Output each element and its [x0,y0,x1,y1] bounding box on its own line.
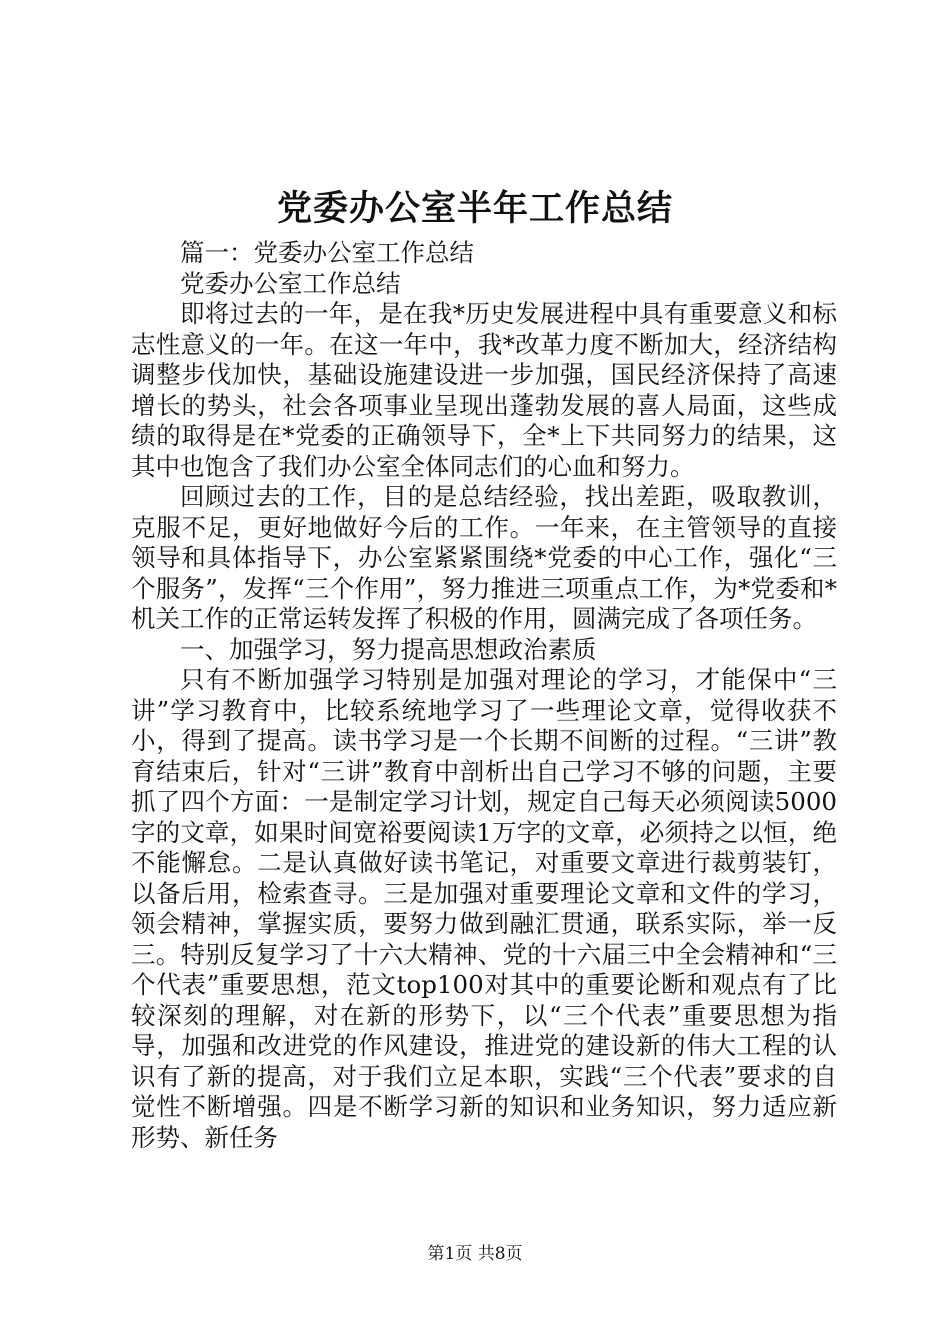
paragraph: 只有不断加强学习特别是加强对理论的学习，才能保中“三讲”学习教育中，比较系统地学习了一些理论文章，觉得收获不小，得到了提高。读书学习是一个长期不间断的过程。“三讲”教育结束后，针对“三讲”教育中剖析出自己学习不够的问题，主要抓了四个方面：一是制定学习计划，规定自己每天必须阅读5000字的文章，如果时间宽裕要阅读1万字的文章，必须持之以恒，绝不能懈怠。二是认真做好读书笔记，对重要文章进行裁剪装钉，以备后用，检索查寻。三是加强对重要理论文章和文件的学习，领会精神，掌握实质，要努力做到融汇贯通，联系实际，举一反三。特别反复学习了十六大精神、党的十六届三中全会精神和“三个代表”重要思想，范文top100对其中的重要论断和观点有了比较深刻的理解，对在新的形势下，以“三个代表”重要思想为指导，加强和改进党的作风建设，推进党的建设新的伟大工程的认识有了新的提高，对于我们立足本职，实践“三个代表”要求的自觉性不断增强。四是不断学习新的知识和业务知识，努力适应新形势、新任务 [131,665,837,1152]
document-body [131,238,837,1153]
section-heading: 篇一：党委办公室工作总结 [180,238,474,267]
paragraph: 回顾过去的工作，目的是总结经验，找出差距，吸取教训，克服不足，更好地做好今后的工作。一年来，在主管领导的直接领导和具体指导下，办公室紧紧围绕*党委的中心工作，强化“三个服务”，发挥“三个作用”，努力推进三项重点工作，为*党委和*机关工作的正常运转发挥了积极的作用，圆满完成了各项任务。 [131,482,837,633]
paragraph: 即将过去的一年，是在我*历史发展进程中具有重要意义和标志性意义的一年。在这一年中，我*改革力度不断加大，经济结构调整步伐加快，基础设施建设进一步加强，国民经济保持了高速增长的势头，社会各项事业呈现出蓬勃发展的喜人局面，这些成绩的取得是在*党委的正确领导下，全*上下共同努力的结果，这其中也饱含了我们办公室全体同志们的心血和努力。 [131,299,837,481]
page-footer: 第1页 共8页 [427,1244,523,1264]
subtitle: 党委办公室工作总结 [180,268,401,298]
document-title: 党委办公室半年工作总结 [276,188,673,229]
section-heading: 一、加强学习，努力提高思想政治素质 [180,634,597,664]
